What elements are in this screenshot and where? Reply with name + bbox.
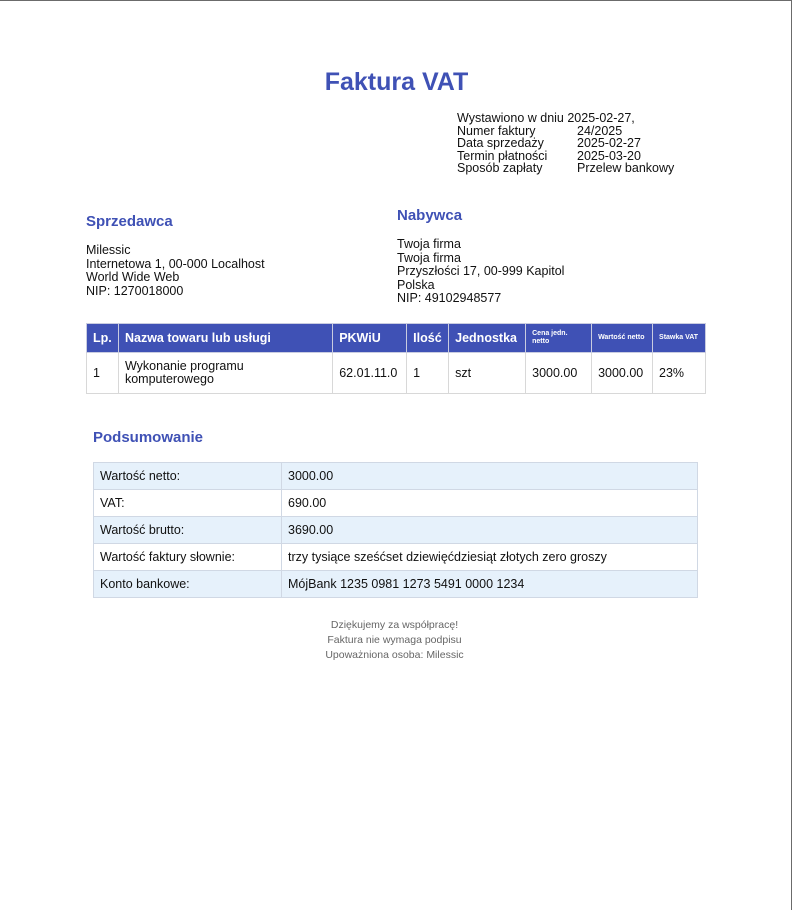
meta-row-sale-date	[457, 137, 674, 150]
summary-row-vat	[94, 490, 698, 517]
meta-label: Sposób zapłaty	[457, 161, 543, 175]
seller-nip: NIP: 1270018000	[86, 283, 184, 298]
seller-heading: Sprzedawca	[86, 213, 173, 230]
buyer-country: Polska	[397, 277, 435, 292]
seller-section	[86, 213, 265, 298]
col-header-unit-price: Cena jedn. netto	[526, 324, 592, 353]
buyer-details	[397, 238, 564, 306]
summary-row-bank-account	[94, 571, 698, 598]
summary-value: 690.00	[282, 490, 698, 517]
seller-location: World Wide Web	[86, 270, 180, 284]
summary-row-gross	[94, 517, 698, 544]
summary-value: trzy tysiące sześćset dziewięćdziesiąt złotych zero groszy	[282, 544, 698, 571]
invoice-title: Faktura VAT	[324, 68, 469, 96]
footer	[0, 618, 789, 663]
summary-row-net	[94, 463, 698, 490]
seller-details	[86, 244, 265, 298]
summary-label: Konto bankowe:	[94, 571, 282, 598]
col-header-vat-rate: Stawka VAT	[653, 324, 706, 353]
buyer-nip: NIP: 49102948577	[397, 291, 502, 305]
summary-label: Wartość netto:	[94, 463, 282, 490]
cell-name: Wykonanie programu komputerowego	[118, 353, 332, 394]
summary-label: Wartość faktury słownie:	[94, 544, 282, 571]
invoice-meta	[457, 112, 674, 175]
buyer-company: Twoja firma	[397, 250, 461, 265]
buyer-address: Przyszłości 17, 00-999 Kapitol	[397, 264, 565, 278]
footer-signature-note: Faktura nie wymaga podpisu	[327, 634, 462, 646]
seller-address: Internetowa 1, 00-000 Localhost	[86, 256, 265, 271]
buyer-heading: Nabywca	[397, 207, 463, 224]
col-header-quantity: Ilość	[407, 324, 449, 353]
meta-label: Data sprzedaży	[457, 136, 544, 150]
col-header-lp: Lp.	[87, 324, 119, 353]
buyer-name: Twoja firma	[397, 237, 461, 251]
summary-table	[93, 462, 698, 598]
cell-vat-rate: 23%	[653, 353, 706, 394]
cell-unit: szt	[449, 353, 526, 394]
meta-row-payment-method	[457, 162, 674, 175]
cell-unit-price: 3000.00	[526, 353, 592, 394]
cell-quantity: 1	[407, 353, 449, 394]
items-table	[86, 323, 706, 394]
col-header-net-value: Wartość netto	[592, 324, 653, 353]
meta-value: 2025-02-27	[577, 136, 641, 150]
meta-value: Przelew bankowy	[577, 161, 675, 175]
footer-authorized-person: Upoważniona osoba: Milessic	[325, 649, 464, 661]
buyer-section	[397, 207, 564, 306]
col-header-name: Nazwa towaru lub usługi	[118, 324, 332, 353]
meta-value: 2025-03-20	[577, 148, 641, 163]
meta-label: Numer faktury	[457, 123, 536, 138]
summary-value: 3000.00	[282, 463, 698, 490]
col-header-pkwiu: PKWiU	[333, 324, 407, 353]
issued-date: Wystawiono w dniu 2025-02-27,	[457, 111, 635, 125]
col-header-unit: Jednostka	[449, 324, 526, 353]
summary-value: 3690.00	[282, 517, 698, 544]
summary-heading: Podsumowanie	[93, 429, 204, 446]
seller-name: Milessic	[86, 243, 131, 257]
items-header-row	[87, 324, 706, 353]
summary-label: VAT:	[94, 490, 282, 517]
cell-net-value: 3000.00	[592, 353, 653, 394]
cell-lp: 1	[87, 353, 119, 394]
cell-pkwiu: 62.01.11.0	[333, 353, 407, 394]
summary-label: Wartość brutto:	[94, 517, 282, 544]
footer-thanks: Dziękujemy za współpracę!	[330, 619, 459, 631]
summary-row-in-words	[94, 544, 698, 571]
meta-value: 24/2025	[577, 123, 623, 138]
table-row	[87, 353, 706, 394]
meta-label: Termin płatności	[457, 148, 548, 163]
summary-value: MójBank 1235 0981 1273 5491 0000 1234	[282, 571, 698, 598]
